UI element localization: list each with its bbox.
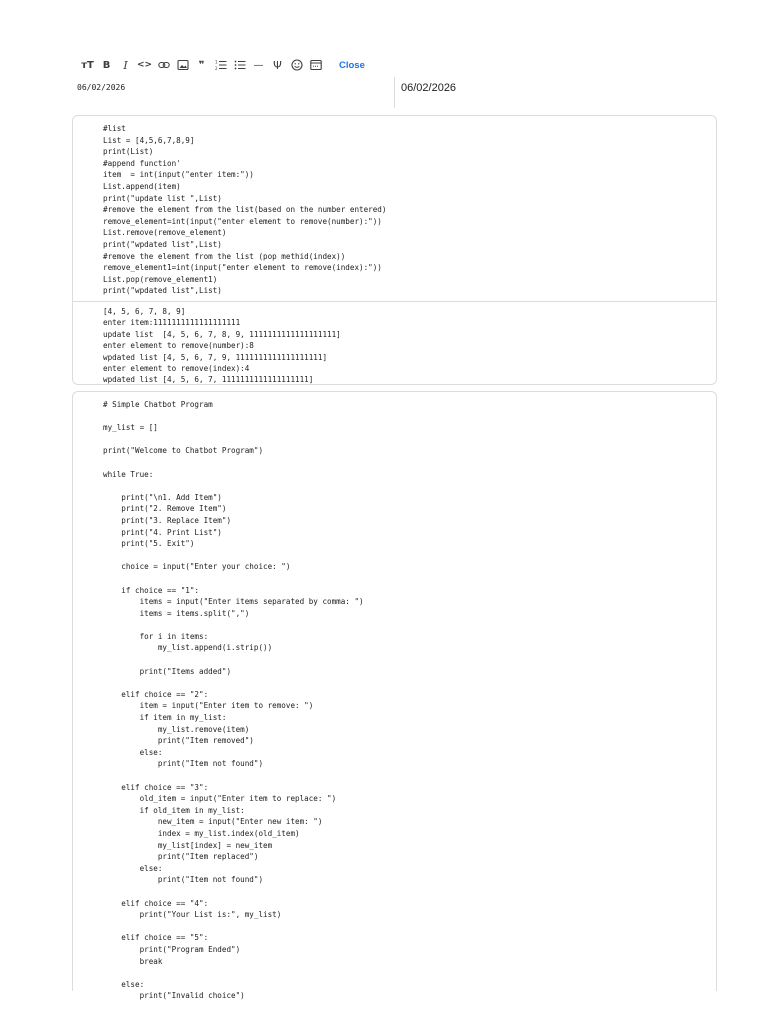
- markdown-toolbar: [78, 57, 365, 73]
- bulleted-list-icon[interactable]: [230, 57, 249, 73]
- emoji-icon[interactable]: [287, 57, 306, 73]
- markdown-preview-date: 06/02/2026: [401, 82, 457, 94]
- markdown-source-date[interactable]: 06/02/2026: [77, 83, 126, 92]
- code-cell-chatbot[interactable]: [72, 391, 717, 1001]
- close-button[interactable]: Close: [339, 59, 365, 71]
- cell-output: [4, 5, 6, 7, 8, 9] enter item:1111111111111111111 update list [4, 5, 6, 7, 8, 9, 1111111111111111111] enter element to remove(number):8 wpdated list [4, 5, 6, 7, 9, 1111111111111111111] enter element to remove(index):4 wpdated list [4, 5, 6, 7, 1111111111111111111]: [103, 307, 341, 385]
- italic-icon[interactable]: I: [123, 58, 128, 72]
- code-editor[interactable]: #list List = [4,5,6,7,8,9] print(List) #append function' item = int(input("enter item:")) List.append(item) print("update list ",List) #remove the element from the list(based on the number entered) remove_element=int(input("enter element to remove(number):")) List.remove(remove_element) print("wpdated list",List) #remove the element from the list (pop methid(index)) remove_element1=int(input("enter element to remove(index):")) List.pop(remove_element1) print("wpdated list",List): [103, 124, 387, 296]
- output-divider: [73, 301, 716, 302]
- text-size-icon[interactable]: тT: [81, 59, 94, 71]
- svg-text:2: 2: [214, 66, 218, 71]
- svg-text:1: 1: [214, 59, 218, 65]
- code-cell-list-ops[interactable]: [72, 115, 717, 385]
- numbered-list-icon[interactable]: [211, 57, 230, 73]
- bold-icon[interactable]: B: [102, 59, 111, 71]
- text-cell-editor: [72, 77, 718, 108]
- editor-divider: [394, 77, 395, 108]
- preview-icon[interactable]: [306, 57, 325, 73]
- code-icon[interactable]: <>: [136, 60, 153, 70]
- link-icon[interactable]: [154, 57, 173, 73]
- code-editor[interactable]: # Simple Chatbot Program my_list = [] print("Welcome to Chatbot Program") while True: print("\n1. Add Item") print("2. Remove Item") print("3. Replace Item") print("4. Print List") print("5. Exit") choice = input("Enter your choice: ") if choice == "1": items = input("Enter items separated by comma: ") items = items.split(",") for i in items: my_list.append(i.strip()) print("Items added") elif choice == "2": item = input("Enter item to remove: ") if item in my_list: my_list.remove(item) print("Item removed") else: print("Item not found") elif choice == "3": old_item = input("Enter item to replace: ") if old_item in my_list: new_item = input("Enter new item: ") index = my_list.index(old_item) my_list[index] = new_item print("Item replaced") else: print("Item not found") elif choice == "4": print("Your List is:", my_list) elif choice == "5": print("Program Ended") break else: print("Invalid choice"): [103, 400, 364, 1001]
- image-icon[interactable]: [173, 57, 192, 73]
- horizontal-rule-icon[interactable]: —: [253, 59, 264, 71]
- latex-icon[interactable]: Ψ: [273, 58, 282, 72]
- quote-icon[interactable]: ❞: [198, 59, 205, 71]
